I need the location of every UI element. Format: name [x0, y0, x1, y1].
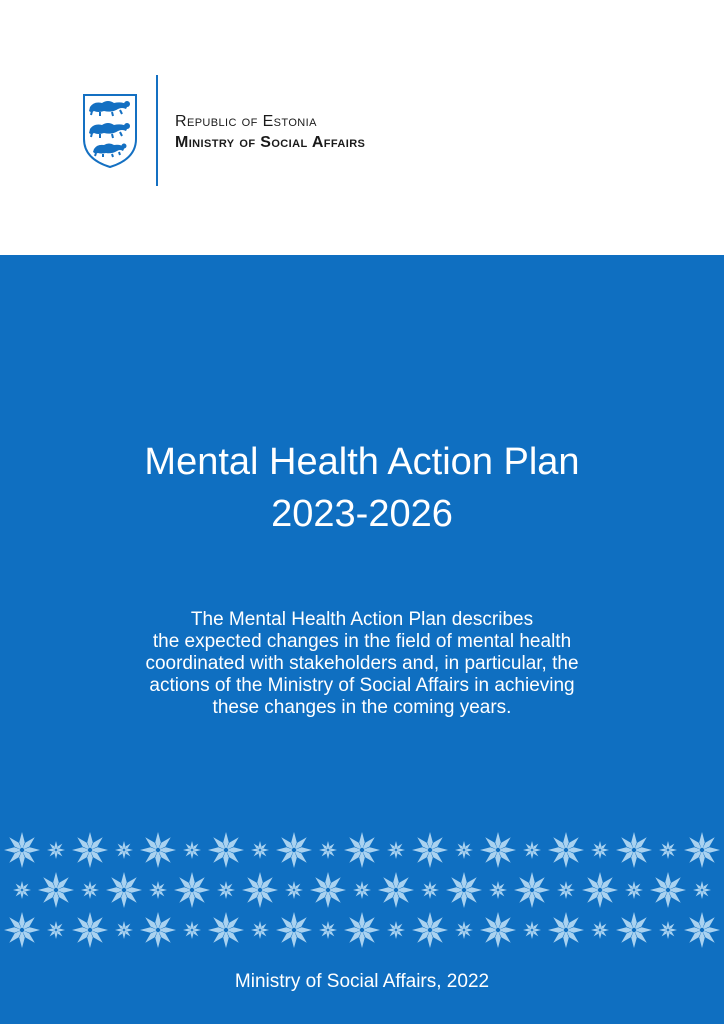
- ornament-star: [344, 912, 380, 948]
- ornament-star: [251, 841, 269, 859]
- document-description: [92, 609, 632, 719]
- ornament-star: [446, 872, 482, 908]
- organization-name: [175, 111, 365, 153]
- ornament-star: [81, 881, 99, 899]
- title-line-1: Mental Health Action Plan: [144, 441, 580, 483]
- ornament-star: [421, 881, 439, 899]
- ornament-star: [115, 921, 133, 939]
- ornament-star: [319, 841, 337, 859]
- ornament-star: [616, 912, 652, 948]
- ornament-star: [387, 841, 405, 859]
- ornament-star: [140, 832, 176, 868]
- ornament-star: [387, 921, 405, 939]
- ornament-star: [582, 872, 618, 908]
- ornament-star: [13, 881, 31, 899]
- ornament-star: [455, 841, 473, 859]
- ornament-star: [4, 912, 40, 948]
- header-divider: [156, 75, 158, 186]
- ornament-star: [319, 921, 337, 939]
- folk-star-ornament-icon: [0, 830, 724, 950]
- ornament-star: [38, 872, 74, 908]
- ornament-star: [242, 872, 278, 908]
- ornament-star: [115, 841, 133, 859]
- ornament-star: [276, 832, 312, 868]
- ornament-star: [276, 912, 312, 948]
- ornament-star: [378, 872, 414, 908]
- ornament-star: [412, 832, 448, 868]
- ornament-star: [693, 881, 711, 899]
- ornament-star: [72, 832, 108, 868]
- ornament-star: [523, 841, 541, 859]
- ornament-star: [616, 832, 652, 868]
- ornament-star: [480, 912, 516, 948]
- ornament-star: [684, 912, 720, 948]
- ornament-star: [106, 872, 142, 908]
- ornament-star: [174, 872, 210, 908]
- ornament-star: [514, 872, 550, 908]
- ornament-star: [208, 832, 244, 868]
- ornament-star: [684, 832, 720, 868]
- document-title: [0, 436, 724, 540]
- ornament-star: [285, 881, 303, 899]
- ornament-star: [659, 921, 677, 939]
- ornament-star: [344, 832, 380, 868]
- ornament-star: [625, 881, 643, 899]
- ornament-star: [183, 921, 201, 939]
- ornament-star: [523, 921, 541, 939]
- ornament-star: [149, 881, 167, 899]
- ornament-star: [183, 841, 201, 859]
- ornament-star: [140, 912, 176, 948]
- ornament-star: [455, 921, 473, 939]
- publisher-footer: Ministry of Social Affairs, 2022: [234, 971, 490, 992]
- title-line-2: 2023-2026: [271, 493, 453, 535]
- ornament-star: [47, 921, 65, 939]
- ornament-star: [591, 841, 609, 859]
- description-line: The Mental Health Action Plan describes: [190, 609, 534, 630]
- description-line: these changes in the coming years.: [212, 697, 512, 718]
- org-line-republic: Republic of Estonia: [175, 113, 317, 130]
- ornament-star: [412, 912, 448, 948]
- description-line: actions of the Ministry of Social Affairs in achieving: [149, 675, 575, 696]
- org-line-ministry: Ministry of Social Affairs: [175, 134, 366, 151]
- ornament-star: [557, 881, 575, 899]
- page-header: [0, 0, 724, 255]
- ornament-star: [72, 912, 108, 948]
- ornament-star: [480, 832, 516, 868]
- ornament-star: [310, 872, 346, 908]
- ornament-star: [591, 921, 609, 939]
- ornament-star: [548, 912, 584, 948]
- ornament-star: [659, 841, 677, 859]
- cover-panel: [0, 255, 724, 1024]
- ornament-star: [650, 872, 686, 908]
- ornament-star: [489, 881, 507, 899]
- ornament-star: [251, 921, 269, 939]
- ornament-star: [208, 912, 244, 948]
- description-line: the expected changes in the field of mental health: [152, 631, 572, 652]
- ornament-star: [47, 841, 65, 859]
- description-line: coordinated with stakeholders and, in particular, the: [145, 653, 579, 674]
- ornament-star: [353, 881, 371, 899]
- ornament-star: [4, 832, 40, 868]
- ornament-star: [217, 881, 235, 899]
- three-lions-coat-of-arms-icon: [82, 93, 138, 169]
- ornament-star: [548, 832, 584, 868]
